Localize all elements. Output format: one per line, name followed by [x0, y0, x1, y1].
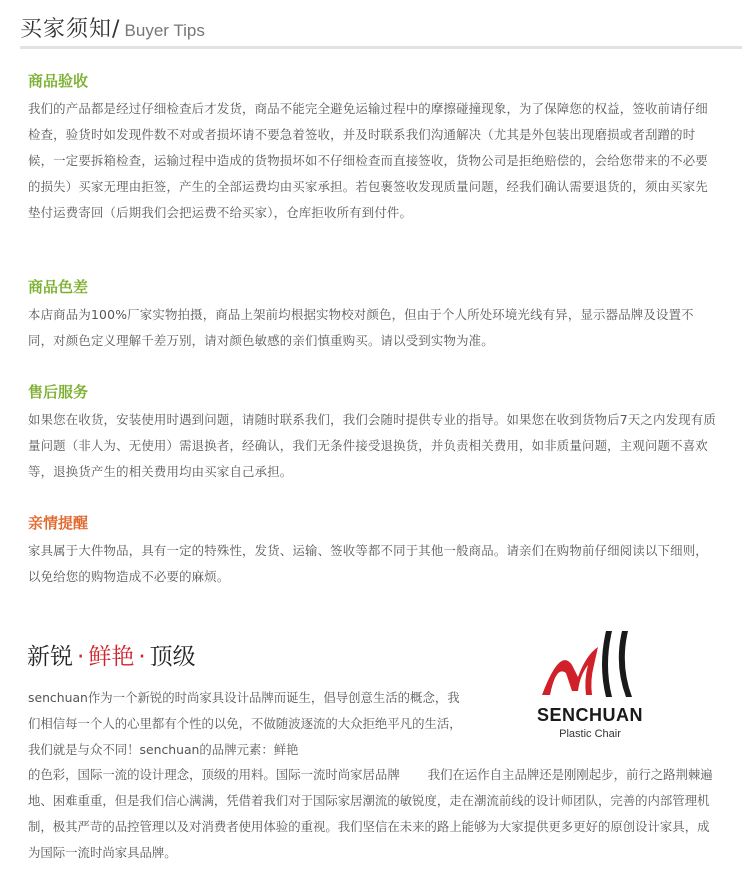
- slogan-dot-2: ·: [138, 644, 146, 670]
- brand-slogan: [27, 640, 196, 674]
- page-header: [20, 12, 742, 49]
- slogan-word-3: 顶级: [149, 644, 196, 670]
- section-after-sales: [28, 381, 718, 485]
- slogan-word-2: 鲜艳: [88, 644, 135, 670]
- header-separator: /: [112, 17, 120, 42]
- section-body: 我们的产品都是经过仔细检查后才发货，商品不能完全避免运输过程中的摩擦碰撞现象，为了保障您的权益，签收前请仔细检查，验货时如发现件数不对或者损坏请不要急着签收，并及时联系我们沟通解决（尤其是外包装出现磨损或者刮蹭的时候，一定要拆箱检查，运输过程中造成的货物损坏如不仔细检查而直接签收，货物公司是拒绝赔偿的，会给您带来的不必要的损失）买家无理由拒签，产生的全部运费均由买家承担。若包裹签收发现质量问题，经我们确认需要退货的，须由买家先垫付运费寄回（后期我们会把运费不给买家），仓库拒收所有到付件。: [28, 101, 708, 220]
- section-title: 亲情提醒: [28, 514, 89, 532]
- section-title: 商品色差: [28, 278, 89, 296]
- header-title-en: Buyer Tips: [124, 21, 205, 40]
- section-body: 本店商品为100%厂家实物拍摄，商品上架前均根据实物校对颜色，但由于个人所处环境光线有异，显示器品牌及设置不同，对颜色定义理解千差万别，请对颜色敏感的亲们慎重购买。请以受到实物为准。: [28, 307, 694, 348]
- brand-description-part-3: 我们在运作自主品牌还是刚刚起步，前行之路荆棘遍地、困难重重，但是我们信心满满，凭借着我们对于国际家居潮流的敏锐度，走在潮流前线的设计师团队，完善的内部管理机制，极其严苛的品控管理以及对消费者使用体验的重视。我们坚信在未来的路上能够为大家提供更多更好的原创设计家具，成为国际一流时尚家具品牌。: [28, 767, 713, 860]
- logo-wordmark: SENCHUAN: [536, 705, 643, 725]
- section-body: 如果您在收货，安装使用时遇到问题，请随时联系我们，我们会随时提供专业的指导。如果您在收到货物后7天之内发现有质量问题（非人为、无使用）需退换者，经确认，我们无条件接受退换货，并负责相关费用，如非质量问题，主观问题不喜欢等，退换货产生的相关费用均由买家自己承担。: [28, 412, 716, 479]
- section-body: 家具属于大件物品，具有一定的特殊性，发货、运输、签收等都不同于其他一般商品。请亲们在购物前仔细阅读以下细则，以免给您的购物造成不必要的麻烦。: [28, 543, 708, 584]
- slogan-word-1: 新锐: [27, 644, 73, 670]
- logo-subtitle: Plastic Chair: [559, 728, 621, 740]
- section-inspection: [28, 70, 718, 226]
- brand-description-part-1: senchuan作为一个新锐的时尚家具设计品牌而诞生，倡导创意生活的概念，我们相信每一个人的心里都有个性的以免，不做随波逐流的大众拒绝平凡的生活，我们就是与众不同！senchuan的品牌元素：鲜艳: [28, 690, 462, 757]
- header-title-cn: 买家须知: [20, 17, 113, 42]
- section-title: 售后服务: [28, 383, 89, 401]
- slogan-dot-1: ·: [77, 644, 85, 670]
- section-friendly-reminder: [28, 512, 718, 590]
- brand-description-part-2: 的色彩，国际一流的设计理念，顶级的用料。国际一流时尚家居品牌: [28, 767, 400, 783]
- section-color-difference: [28, 276, 718, 354]
- brand-description: [28, 685, 718, 866]
- section-title: 商品验收: [28, 72, 89, 90]
